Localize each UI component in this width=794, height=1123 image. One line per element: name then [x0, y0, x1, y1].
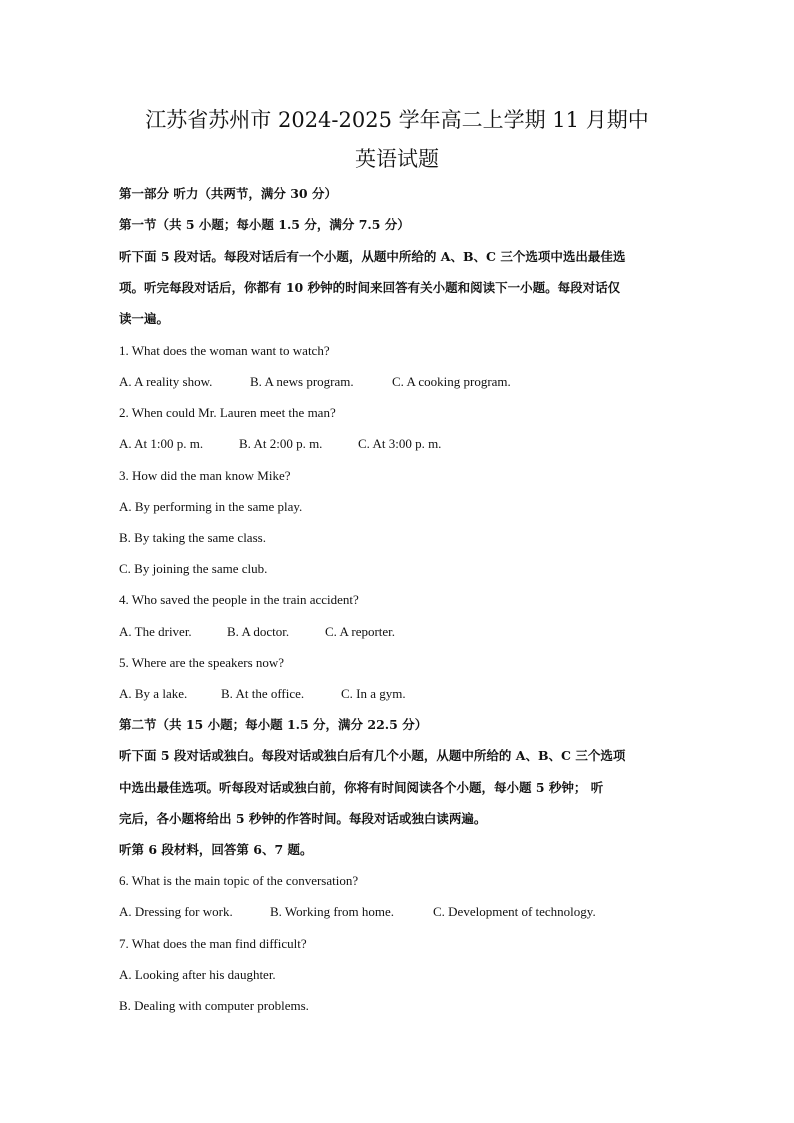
- option-b: B. A news program.: [250, 374, 354, 389]
- question-stem: 2. When could Mr. Lauren meet the man?: [119, 405, 336, 420]
- option-b: B. At 2:00 p. m.: [239, 436, 323, 451]
- option-b: B. A doctor.: [227, 624, 290, 639]
- part1-heading: 第一部分 听力（共两节，满分 30 分）: [119, 186, 337, 201]
- section2-instructions-line: 听下面 5 段对话或独白。每段对话或独白后有几个小题，从题中所给的 A、B、C 三个选项: [119, 748, 626, 763]
- section1-instructions-line: 听下面 5 段对话。每段对话后有一个小题，从题中所给的 A、B、C 三个选项中选出最佳选: [119, 249, 626, 264]
- section2-instructions-line: 完后，各小题将给出 5 秒钟的作答时间。每段对话或独白读两遍。: [119, 811, 487, 826]
- option-b: B. At the office.: [221, 686, 305, 701]
- option-c: C. Development of technology.: [433, 904, 596, 919]
- document-title: 江苏省苏州市 2024-2025 学年高二上学期 11 月期中: [145, 108, 649, 132]
- section2-heading: 第二节（共 15 小题；每小题 1.5 分，满分 22.5 分）: [119, 717, 428, 732]
- section1-heading: 第一节（共 5 小题；每小题 1.5 分，满分 7.5 分）: [119, 217, 410, 232]
- option-a: A. A reality show.: [119, 374, 213, 389]
- option-c: C. At 3:00 p. m.: [358, 436, 442, 451]
- option-a: A. By a lake.: [119, 686, 188, 701]
- section2-instructions-line: 中选出最佳选项。听每段对话或独白前，你将有时间阅读各个小题，每小题 5 秒钟； 听: [119, 780, 604, 795]
- option-c: C. A cooking program.: [392, 374, 511, 389]
- section1-instructions-line: 项。听完每段对话后，你都有 10 秒钟的时间来回答有关小题和阅读下一小题。每段对话仅: [119, 280, 621, 295]
- question-stem: 4. Who saved the people in the train accident?: [119, 592, 359, 607]
- option-a: A. Looking after his daughter.: [119, 967, 276, 982]
- option-c: C. In a gym.: [341, 686, 406, 701]
- option-b: B. Dealing with computer problems.: [119, 998, 309, 1013]
- option-c: C. A reporter.: [325, 624, 396, 639]
- question-stem: 1. What does the woman want to watch?: [119, 343, 330, 358]
- document-subtitle: 英语试题: [355, 147, 439, 171]
- option-c: C. By joining the same club.: [119, 561, 268, 576]
- question-stem: 6. What is the main topic of the conversation?: [119, 873, 359, 888]
- option-a: A. Dressing for work.: [119, 904, 233, 919]
- option-b: B. By taking the same class.: [119, 530, 266, 545]
- option-a: A. At 1:00 p. m.: [119, 436, 204, 451]
- material-note: 听第 6 段材料，回答第 6、7 题。: [119, 842, 313, 857]
- question-stem: 5. Where are the speakers now?: [119, 655, 285, 670]
- section1-instructions-line: 读一遍。: [119, 311, 170, 326]
- option-a: A. By performing in the same play.: [119, 499, 303, 514]
- option-b: B. Working from home.: [270, 904, 395, 919]
- question-stem: 3. How did the man know Mike?: [119, 468, 291, 483]
- question-stem: 7. What does the man find difficult?: [119, 936, 307, 951]
- option-a: A. The driver.: [119, 624, 192, 639]
